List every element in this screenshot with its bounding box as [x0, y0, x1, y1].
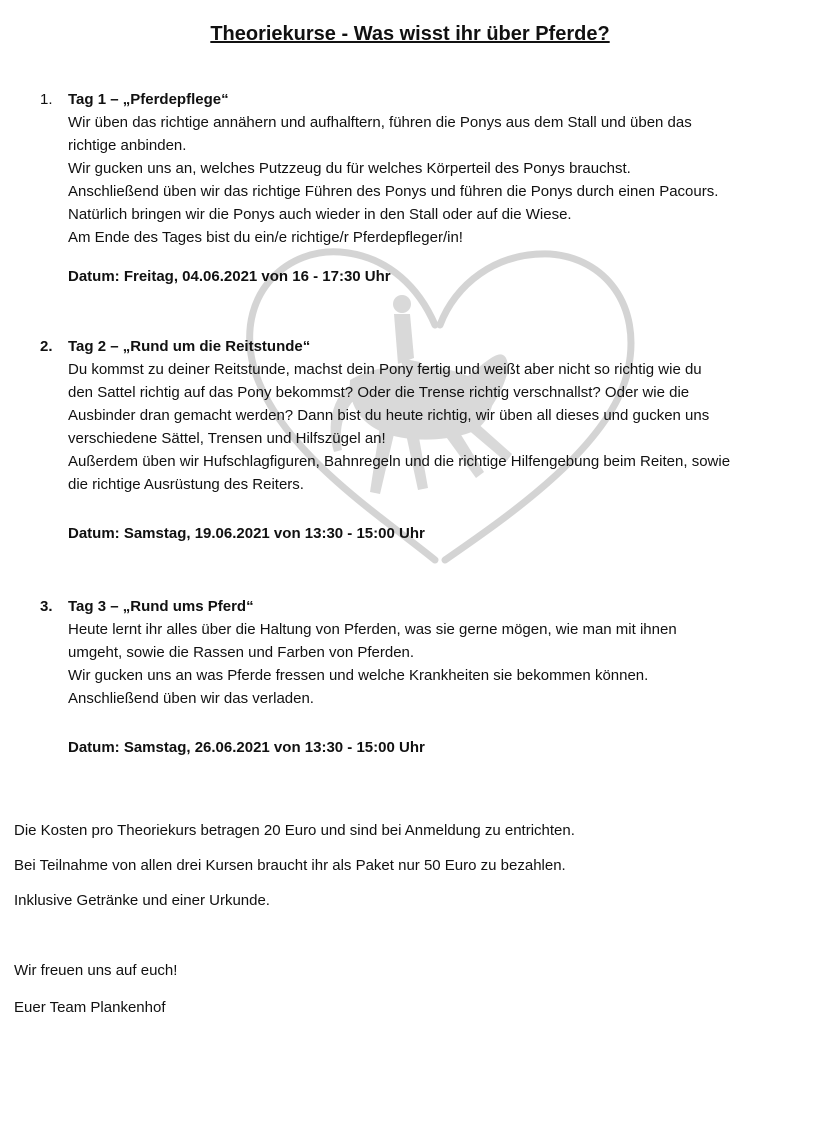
page-title: Theoriekurse - Was wisst ihr über Pferde? [210, 23, 610, 46]
description-line: den Sattel richtig auf das Pony bekommst? Oder die Trense richtig verschnallst? Oder wie die [68, 384, 690, 401]
course-heading-row [40, 88, 800, 111]
description-line: Natürlich bringen wir die Ponys auch wieder in den Stall oder auf die Wiese. [68, 206, 572, 223]
course-description [68, 358, 800, 496]
course-number: 1. [40, 91, 53, 108]
description-line: Heute lernt ihr alles über die Haltung von Pferden, was sie gerne mögen, wie man mit ihnen [68, 621, 677, 638]
description-line: Außerdem üben wir Hufschlagfiguren, Bahnregeln und die richtige Hilfengebung beim Reiten, sowie [68, 453, 731, 470]
course-number: 3. [40, 598, 53, 615]
description-line: Anschließend üben wir das richtige Führen des Ponys und führen die Ponys durch einen Pacours. [68, 183, 719, 200]
signature-text: Euer Team Plankenhof [14, 999, 166, 1016]
course-section-1 [40, 88, 800, 288]
description-line: richtige anbinden. [68, 137, 187, 154]
course-date: Datum: Samstag, 19.06.2021 von 13:30 - 15:00 Uhr [68, 525, 425, 542]
description-line: die richtige Ausrüstung des Reiters. [68, 476, 304, 493]
cost-text: Die Kosten pro Theoriekurs betragen 20 Euro und sind bei Anmeldung zu entrichten. [14, 822, 575, 839]
package-text: Bei Teilnahme von allen drei Kursen braucht ihr als Paket nur 50 Euro zu bezahlen. [14, 857, 566, 874]
course-heading-row [40, 335, 800, 358]
greeting-text: Wir freuen uns auf euch! [14, 962, 178, 979]
course-heading-row [40, 595, 800, 618]
description-line: Am Ende des Tages bist du ein/e richtige/r Pferdepfleger/in! [68, 229, 463, 246]
course-date: Datum: Samstag, 26.06.2021 von 13:30 - 15:00 Uhr [68, 739, 425, 756]
course-section-2 [40, 335, 800, 545]
description-line: Wir üben das richtige annähern und aufhalftern, führen die Ponys aus dem Stall und üben das [68, 114, 692, 131]
description-line: umgeht, sowie die Rassen und Farben von Pferden. [68, 644, 415, 661]
course-heading: Tag 3 – „Rund ums Pferd“ [68, 598, 254, 615]
course-section-3 [40, 595, 800, 759]
description-line: Ausbinder dran gemacht werden? Dann bist du heute richtig, wir üben all dieses und gucken uns [68, 407, 710, 424]
course-number: 2. [40, 338, 53, 355]
course-description [68, 618, 800, 710]
course-heading: Tag 2 – „Rund um die Reitstunde“ [68, 338, 311, 355]
course-date: Datum: Freitag, 04.06.2021 von 16 - 17:30 Uhr [68, 268, 391, 285]
description-line: Wir gucken uns an was Pferde fressen und welche Krankheiten sie bekommen können. [68, 667, 649, 684]
description-line: Wir gucken uns an, welches Putzzeug du für welches Körperteil des Ponys brauchst. [68, 160, 631, 177]
included-text: Inklusive Getränke und einer Urkunde. [14, 892, 270, 909]
description-line: Anschließend üben wir das verladen. [68, 690, 314, 707]
course-heading: Tag 1 – „Pferdepflege“ [68, 91, 229, 108]
course-description [68, 111, 800, 249]
description-line: Du kommst zu deiner Reitstunde, machst dein Pony fertig und weißt aber nicht so richtig wie du [68, 361, 702, 378]
description-line: verschiedene Sättel, Trensen und Hilfszügel an! [68, 430, 386, 447]
